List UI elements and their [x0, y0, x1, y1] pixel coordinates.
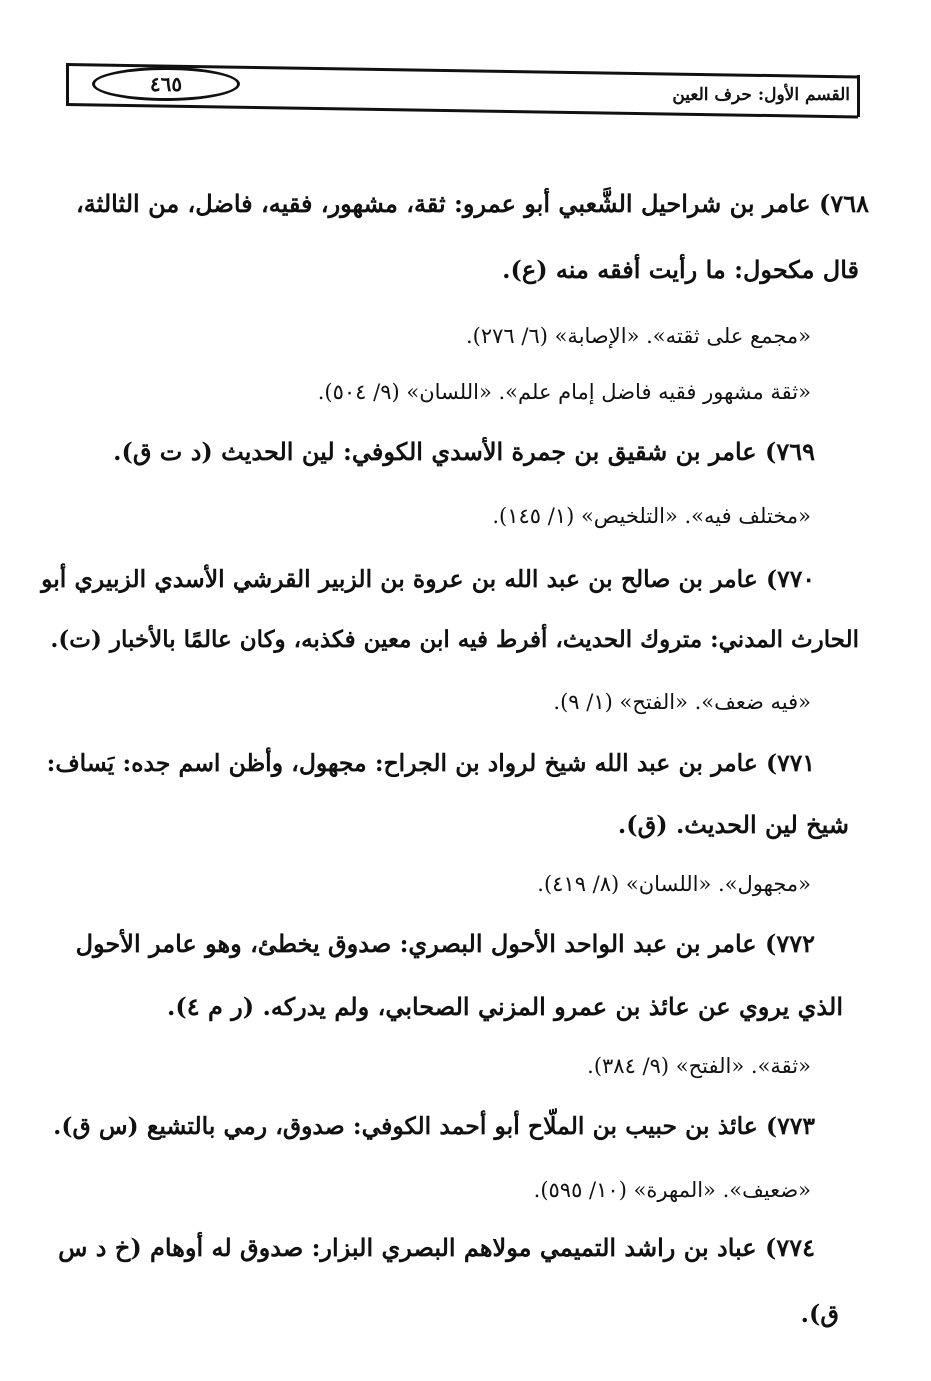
page-header [66, 63, 858, 115]
entry-771-line-2: شيخ لين الحديث. (ق). [617, 810, 849, 839]
entry-768-ref-2: «ثقة مشهور فقيه فاضل إمام علم». «اللسان» (٩/ ٥٠٤). [317, 380, 811, 404]
entry-772-line-2: الذي يروي عن عائذ بن عمرو المزني الصحابي، ولم يدركه. (ر م ٤). [166, 992, 843, 1021]
entry-771-line-1: ٧٧١) عامر بن عبد الله شيخ لرواد بن الجراح: مجهول، وأظن اسم جده: يَساف: [46, 749, 815, 777]
header-rule-left-cap [66, 63, 69, 105]
header-rule-right-cap [857, 75, 860, 117]
entry-772-line-1: ٧٧٢) عامر بن عبد الواحد الأحول البصري: صدوق يخطئ، وهو عامر الأحول [75, 929, 815, 958]
entry-772-ref-1: «ثقة». «الفتح» (٩/ ٣٨٤). [587, 1054, 811, 1078]
entry-768-line-1: ٧٦٨) عامر بن شراحيل الشَّعبي أبو عمرو: ثقة، مشهور، فقيه، فاضل، من الثالثة، [76, 189, 869, 218]
entry-773-line-1: ٧٧٣) عائذ بن حبيب بن الملّاح أبو أحمد الكوفي: صدوق، رمي بالتشيع (س ق). [53, 1112, 815, 1140]
running-head: القسم الأول: حرف العين [672, 85, 850, 105]
page-number: ٤٦٥ [92, 67, 240, 101]
entry-768-ref-1: «مجمع على ثقته». «الإصابة» (٦/ ٢٧٦). [465, 324, 811, 348]
entry-770-ref-1: «فيه ضعف». «الفتح» (١/ ٩). [553, 690, 811, 714]
entry-769-ref-1: «مختلف فيه». «التلخيص» (١/ ١٤٥). [492, 504, 811, 528]
entry-769-line-1: ٧٦٩) عامر بن شقيق بن جمرة الأسدي الكوفي: لين الحديث (د ت ق). [113, 437, 815, 466]
entry-768-line-2: قال مكحول: ما رأيت أفقه منه (ع). [502, 255, 859, 284]
entry-774-line-2: ق). [800, 1299, 839, 1328]
entry-770-line-2: الحارث المدني: متروك الحديث، أفرط فيه ابن معين فكذبه، وكان عالمًا بالأخبار (ت). [50, 626, 859, 653]
header-rule-bottom [66, 103, 858, 118]
entry-774-line-1: ٧٧٤) عباد بن راشد التميمي مولاهم البصري البزار: صدوق له أوهام (خ د س [58, 1233, 815, 1262]
entry-773-ref-1: «ضعيف». «المهرة» (١٠/ ٥٩٥). [533, 1178, 811, 1202]
entry-771-ref-1: «مجهول». «اللسان» (٨/ ٤١٩). [537, 872, 811, 896]
entry-770-line-1: ٧٧٠) عامر بن صالح بن عبد الله بن عروة بن الزبير القرشي الأسدي الزبيري أبو [41, 565, 815, 593]
